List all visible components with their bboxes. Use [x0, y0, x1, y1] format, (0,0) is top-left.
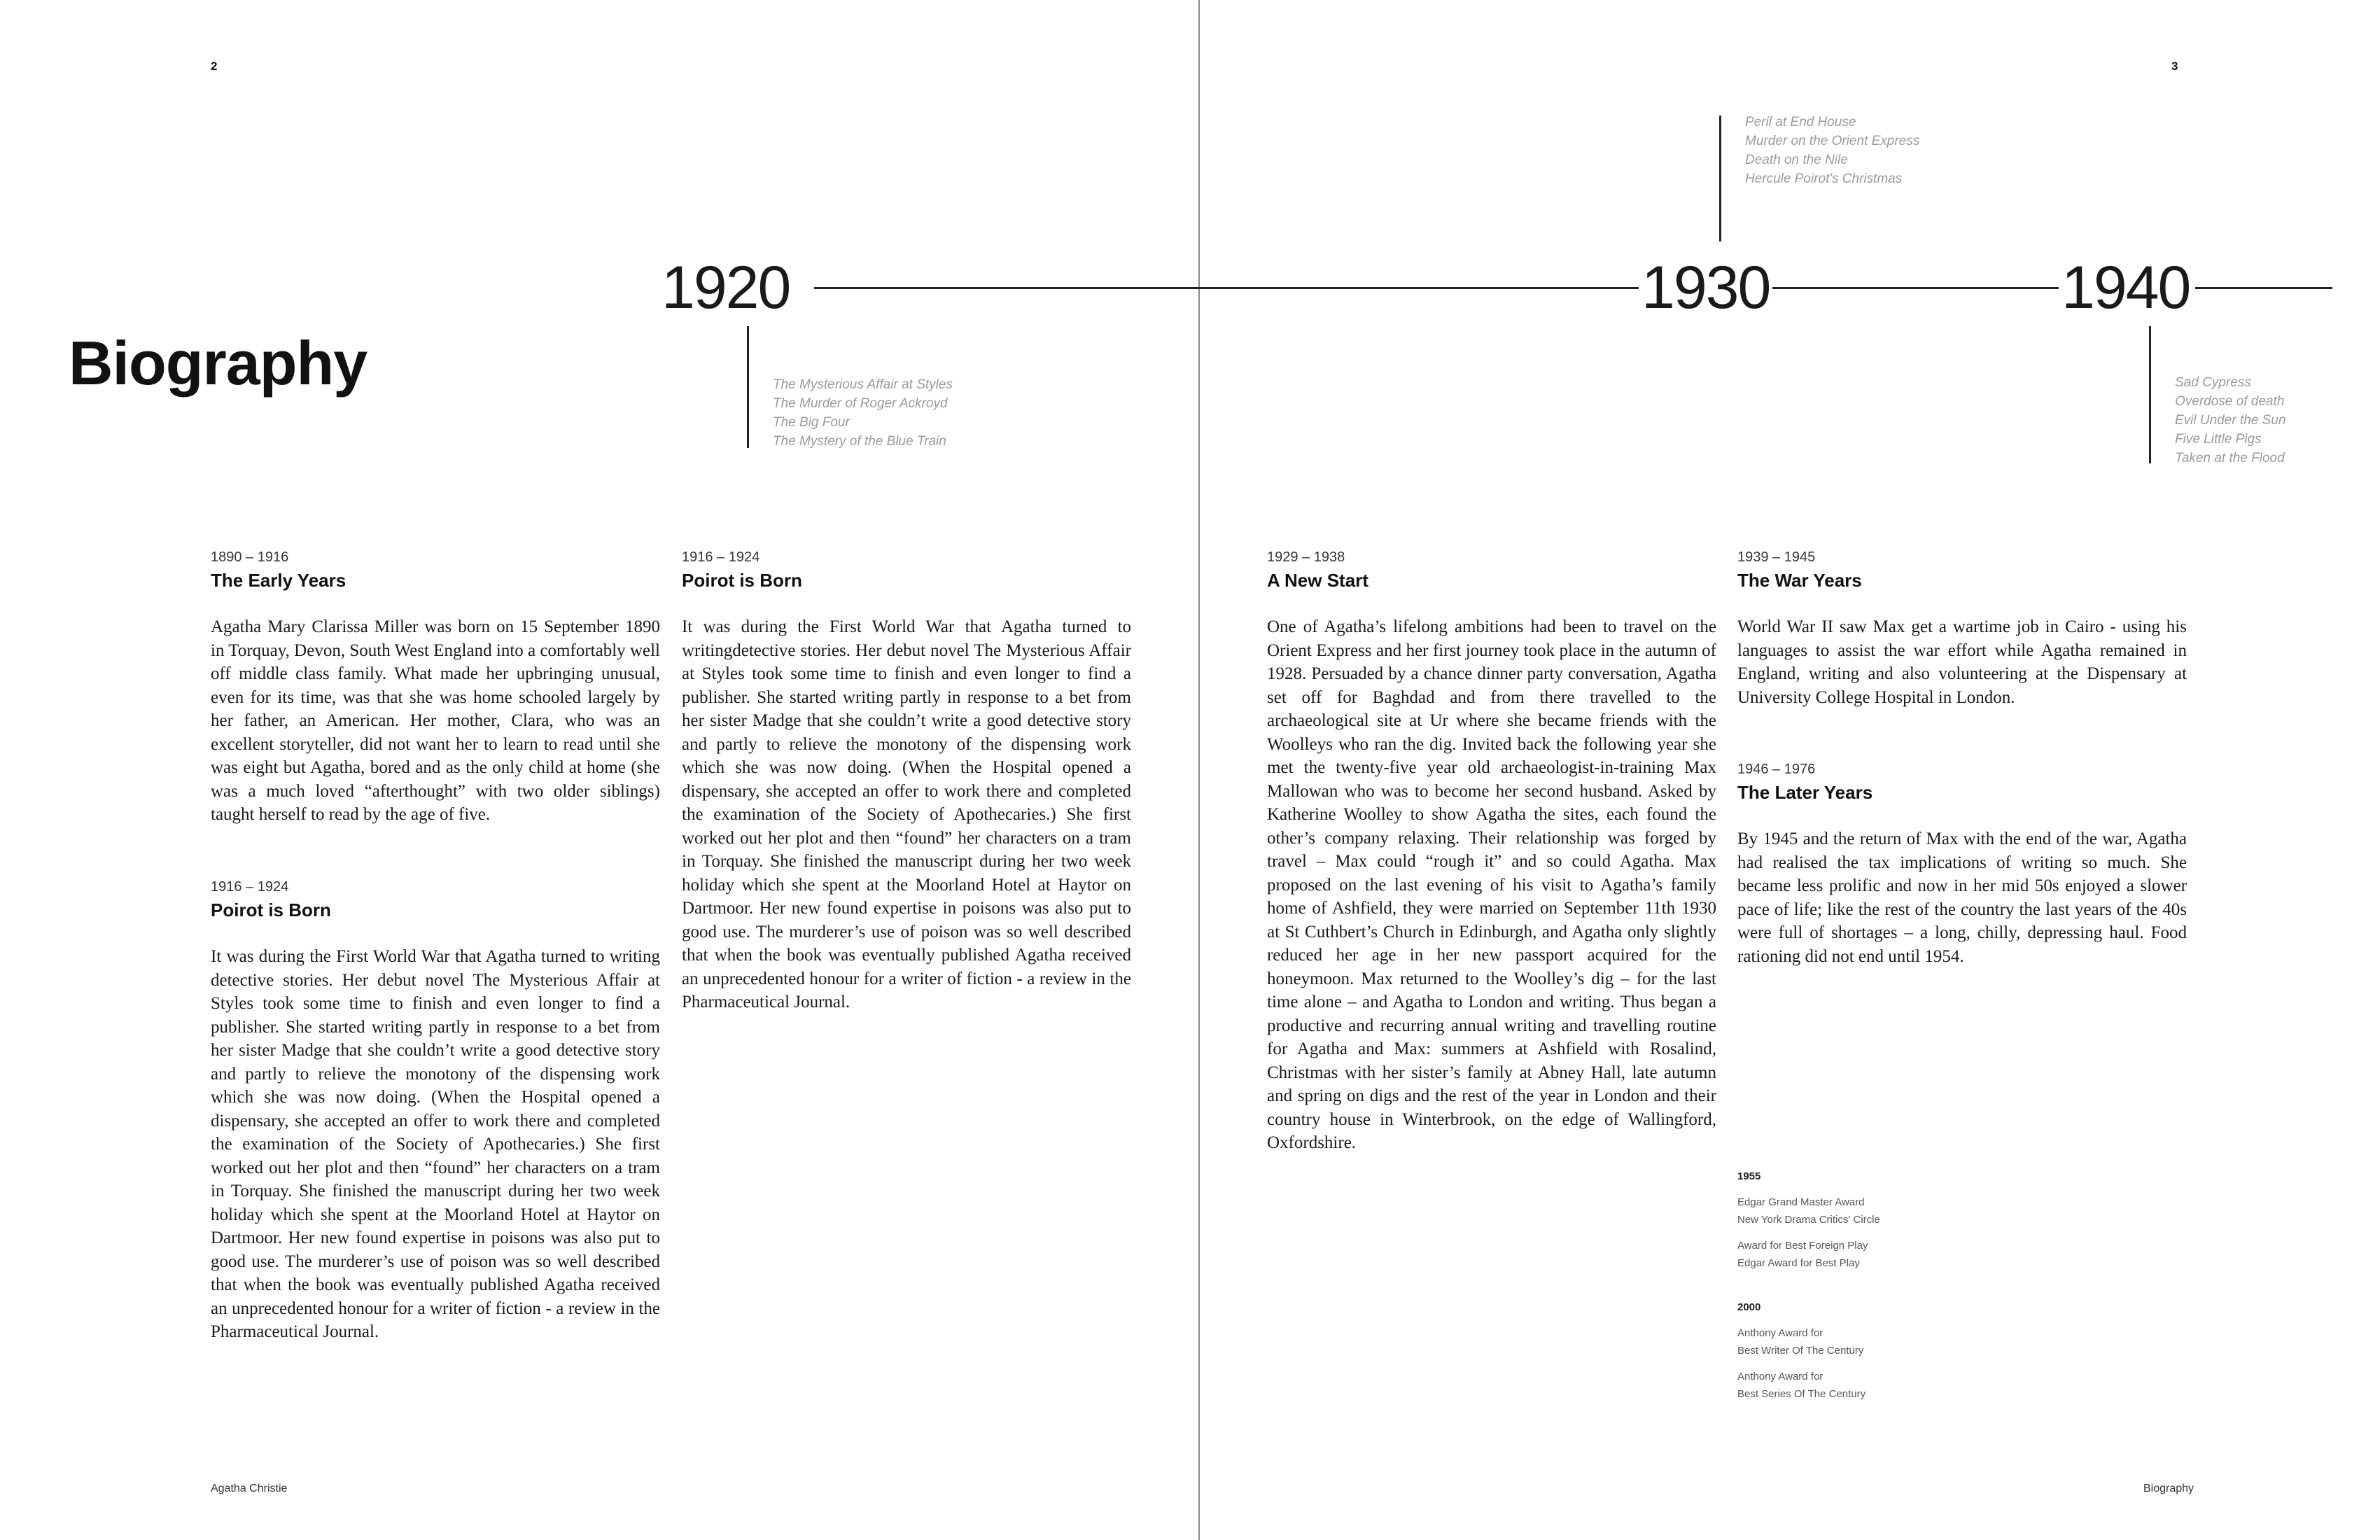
section-body: One of Agatha’s lifelong ambitions had been to travel on the Orient Express and her first journey took place in the autumn of 1928. Persuaded by a chance dinner party conversation, Agatha set off for Baghdad and from there travelled to the archaeological site at Ur where she became friends with the Woolleys who ran the dig. Invited back the following year she met the twenty-five year old archaeologist-in-training Max Mallowan who was to become her second husband. Asked by Katherine Woolley to show Agatha the sites, each found the other’s company relaxing. Their relationship was forged by travel – Max could “rough it” and so could Agatha. Max proposed on the last evening of his visit to Agatha’s family home of Ashfield, they were married on September 11th 1930 at St Cuthbert’s Church in Edinburgh, and Agatha only slightly reduced her age in her new passport acquired for the honeymoon. Max returned to the Woolley’s dig – for the last time alone – and Agatha to London and writing. Thus began a productive and recurring annual writing and travelling routine for Agatha and Max: summers at Ashfield with Rosalind, Christmas with her sister’s family at Abney Hall, late autumn and spring on digs and the rest of the year in London and their country house in Winterbrook, on the edge of Wallingford, Oxfordshire.: [1267, 617, 1716, 1152]
section-dates: 1890 – 1916: [211, 550, 289, 565]
section-heading: Poirot is Born: [682, 570, 802, 591]
section-dates: 1916 – 1924: [682, 550, 760, 565]
section-heading: Poirot is Born: [211, 899, 331, 920]
work-title: Five Little Pigs: [2175, 432, 2262, 447]
work-title: Hercule Poirot's Christmas: [1745, 172, 1903, 186]
section-heading: The Early Years: [211, 570, 346, 591]
section-dates: 1929 – 1938: [1267, 550, 1345, 565]
work-title: Overdose of death: [2175, 394, 2285, 409]
section-early-years: [211, 550, 660, 827]
page-number-right: 3: [2171, 59, 2178, 73]
award-group: [1737, 1324, 1880, 1359]
timeline-tick-1940: [2149, 326, 2151, 463]
work-title: Taken at the Flood: [2175, 451, 2285, 465]
award-line: Anthony Award for: [1737, 1371, 1823, 1382]
timeline-year-1930: 1930: [1642, 254, 1770, 321]
award-group: [1737, 1237, 1880, 1272]
awards-block-1955: [1737, 1170, 1880, 1272]
section-body: World War II saw Max get a wartime job in Cairo - using his languages to assist the war effort while Agatha remained in England, writing and also volunteering at the Dispensary at University College Hospital in London.: [1737, 617, 2187, 707]
work-title: The Big Four: [773, 415, 850, 430]
work-title: Peril at End House: [1745, 115, 1856, 130]
section-dates: 1946 – 1976: [1737, 762, 1816, 777]
timeline-year-1940: 1940: [2062, 254, 2190, 321]
work-title: The Mystery of the Blue Train: [773, 434, 946, 449]
award-group: [1737, 1194, 1880, 1228]
page-number-left: 2: [211, 59, 218, 73]
works-list-1930: [1745, 113, 1919, 188]
section-heading: The Later Years: [1737, 782, 1873, 803]
timeline-year-1920: 1920: [662, 254, 790, 321]
award-group: [1737, 1368, 1880, 1403]
timeline-line-1930-1940: [1772, 287, 2059, 289]
award-line: Award for Best Foreign Play: [1737, 1240, 1868, 1252]
section-new-start: [1267, 550, 1716, 1155]
section-dates: 1939 – 1945: [1737, 550, 1816, 565]
works-list-1940: [2175, 373, 2286, 468]
award-line: Best Writer Of The Century: [1737, 1345, 1864, 1357]
work-title: The Mysterious Affair at Styles: [773, 377, 953, 392]
timeline-line-after-1940: [2195, 287, 2332, 289]
timeline-line-1920-1930: [814, 287, 1639, 289]
award-line: Best Series Of The Century: [1737, 1388, 1866, 1400]
award-year: 1955: [1737, 1170, 1761, 1182]
award-line: New York Drama Critics' Circle: [1737, 1214, 1880, 1226]
awards-block-2000: [1737, 1301, 1880, 1403]
work-title: The Murder of Roger Ackroyd: [773, 396, 948, 411]
section-dates: 1916 – 1924: [211, 879, 289, 895]
award-line: Edgar Award for Best Play: [1737, 1257, 1860, 1269]
award-year: 2000: [1737, 1301, 1761, 1313]
section-poirot-born-right: [682, 550, 1131, 1014]
work-title: Murder on the Orient Express: [1745, 134, 1920, 148]
section-war-years: [1737, 550, 2187, 709]
work-title: Sad Cypress: [2175, 375, 2251, 390]
footer-left: Agatha Christie: [211, 1483, 288, 1494]
page-spine-divider: [1198, 0, 1200, 1540]
award-line: Edgar Grand Master Award: [1737, 1196, 1865, 1208]
work-title: Evil Under the Sun: [2175, 413, 2286, 428]
section-body: Agatha Mary Clarissa Miller was born on 15 September 1890 in Torquay, Devon, South West England into a comfortably well off middle class family. What made her upbringing unusual, even for its time, was that she was home schooled largely by her father, an American. Her mother, Clara, who was an excellent storyteller, did not want her to learn to read until she was eight but Agatha, bored and as the only child at home (she was a much loved “afterthought” with two older siblings) taught herself to read by the age of five.: [211, 617, 660, 824]
footer-right: Biography: [2143, 1483, 2194, 1494]
awards-list: [1737, 1170, 1880, 1403]
work-title: Death on the Nile: [1745, 153, 1848, 167]
section-heading: The War Years: [1737, 570, 1862, 591]
works-list-1920: [773, 375, 953, 451]
timeline-tick-1920: [747, 326, 749, 448]
section-body: It was during the First World War that Agatha turned to writing detective stories. Her debut novel The Mysterious Affair at Styles took some time to finish and even longer to find a publisher. She started writing partly in response to a bet from her sister Madge that she couldn’t write a good detective story and partly to relieve the monotony of the dispensing work which she was now doing. (When the Hospital opened a dispensary, she accepted an offer to work there and completed the examination of the Society of Apothecaries.) She first worked out her plot and then “found” her characters on a tram in Torquay. She finished the manuscript during her two week holiday which she spent at the Moorland Hotel at Haytor on Dartmoor. Her new found expertise in poisons was also put to good use. The murderer’s use of poison was so well described that when the book was eventually published Agatha received an unprecedented honour for a writer of fiction - a review in the Pharmaceutical Journal.: [211, 947, 660, 1341]
section-heading: A New Start: [1267, 570, 1368, 591]
section-body: By 1945 and the return of Max with the end of the war, Agatha had realised the tax implications of writing so much. She became less prolific and now in her mid 50s enjoyed a slower pace of life; like the rest of the country the last years of the 40s were full of shortages – a long, chilly, depressing haul. Food rationing did not end until 1954.: [1737, 830, 2187, 966]
page-title: Biography: [69, 328, 368, 398]
timeline-tick-1930: [1719, 115, 1721, 241]
section-body: It was during the First World War that Agatha turned to writingdetective stories. Her debut novel The Mysterious Affair at Styles took some time to finish and even longer to find a publisher. She started writing partly in response to a bet from her sister Madge that she couldn’t write a good detective story and partly to relieve the monotony of the dispensing work which she was now doing. (When the Hospital opened a dispensary, she accepted an offer to work there and completed the examination of the Society of Apothecaries.) She first worked out her plot and then “found” her characters on a tram in Torquay. She finished the manuscript during her two week holiday which she spent at the Moorland Hotel at Haytor on Dartmoor. Her new found expertise in poisons was also put to good use. The murderer’s use of poison was so well described that when the book was eventually published Agatha received an unprecedented honour for a writer of fiction - a review in the Pharmaceutical Journal.: [682, 617, 1131, 1011]
award-line: Anthony Award for: [1737, 1327, 1823, 1339]
section-poirot-born-left: [211, 879, 660, 1344]
section-later-years: [1737, 762, 2187, 968]
